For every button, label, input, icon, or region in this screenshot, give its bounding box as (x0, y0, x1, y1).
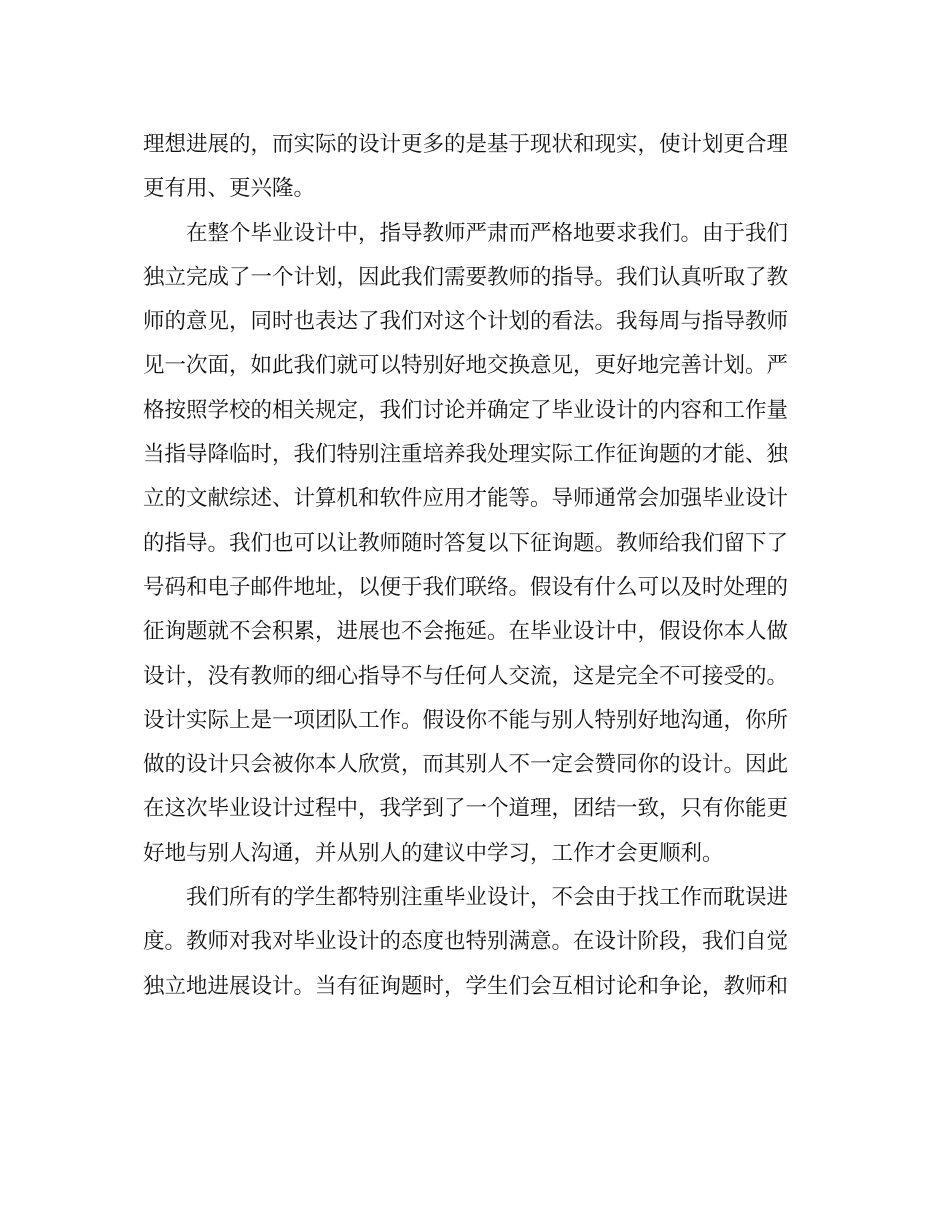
paragraph-2 (143, 212, 823, 876)
paragraph-1 (143, 123, 823, 212)
text-line: 独立地进展设计。当有征询题时，学生们会互相讨论和争论，教师和 (143, 973, 789, 999)
text-line: 在这次毕业设计过程中，我学到了一个道理，团结一致，只有你能更 (143, 796, 789, 822)
text-line: 征询题就不会积累，进展也不会拖延。在毕业设计中，假设你本人做 (143, 619, 789, 645)
text-line: 设计实际上是一项团队工作。假设你不能与别人特别好地沟通，你所 (143, 707, 789, 733)
text-line: 在整个毕业设计中，指导教师严肃而严格地要求我们。由于我们 (186, 220, 789, 246)
text-line: 的指导。我们也可以让教师随时答复以下征询题。教师给我们留下了 (143, 530, 789, 556)
text-line: 当指导降临时，我们特别注重培养我处理实际工作征询题的才能、独 (143, 442, 789, 468)
document-body (143, 123, 823, 1009)
text-line: 好地与别人沟通，并从别人的建议中学习，工作才会更顺利。 (143, 840, 724, 866)
text-line: 设计，没有教师的细心指导不与任何人交流，这是完全不可接受的。 (143, 663, 789, 689)
text-line: 我们所有的学生都特别注重毕业设计，不会由于找工作而耽误进 (186, 885, 789, 911)
text-line: 更有用、更兴隆。 (143, 176, 316, 202)
text-line: 格按照学校的相关规定，我们讨论并确定了毕业设计的内容和工作量 (143, 397, 789, 423)
text-line: 立的文献综述、计算机和软件应用才能等。导师通常会加强毕业设计 (143, 486, 789, 512)
text-line: 师的意见，同时也表达了我们对这个计划的看法。我每周与指导教师 (143, 309, 789, 335)
text-line: 独立完成了一个计划，因此我们需要教师的指导。我们认真听取了教 (143, 264, 789, 290)
text-line: 度。教师对我对毕业设计的态度也特别满意。在设计阶段，我们自觉 (143, 929, 789, 955)
text-line: 理想进展的，而实际的设计更多的是基于现状和现实，使计划更合理 (143, 132, 789, 157)
text-line: 见一次面，如此我们就可以特别好地交换意见，更好地完善计划。严 (143, 353, 789, 379)
text-line: 号码和电子邮件地址，以便于我们联络。假设有什么可以及时处理的 (143, 574, 789, 600)
paragraph-3 (143, 876, 823, 1009)
text-line: 做的设计只会被你本人欣赏，而其别人不一定会赞同你的设计。因此 (143, 752, 789, 778)
